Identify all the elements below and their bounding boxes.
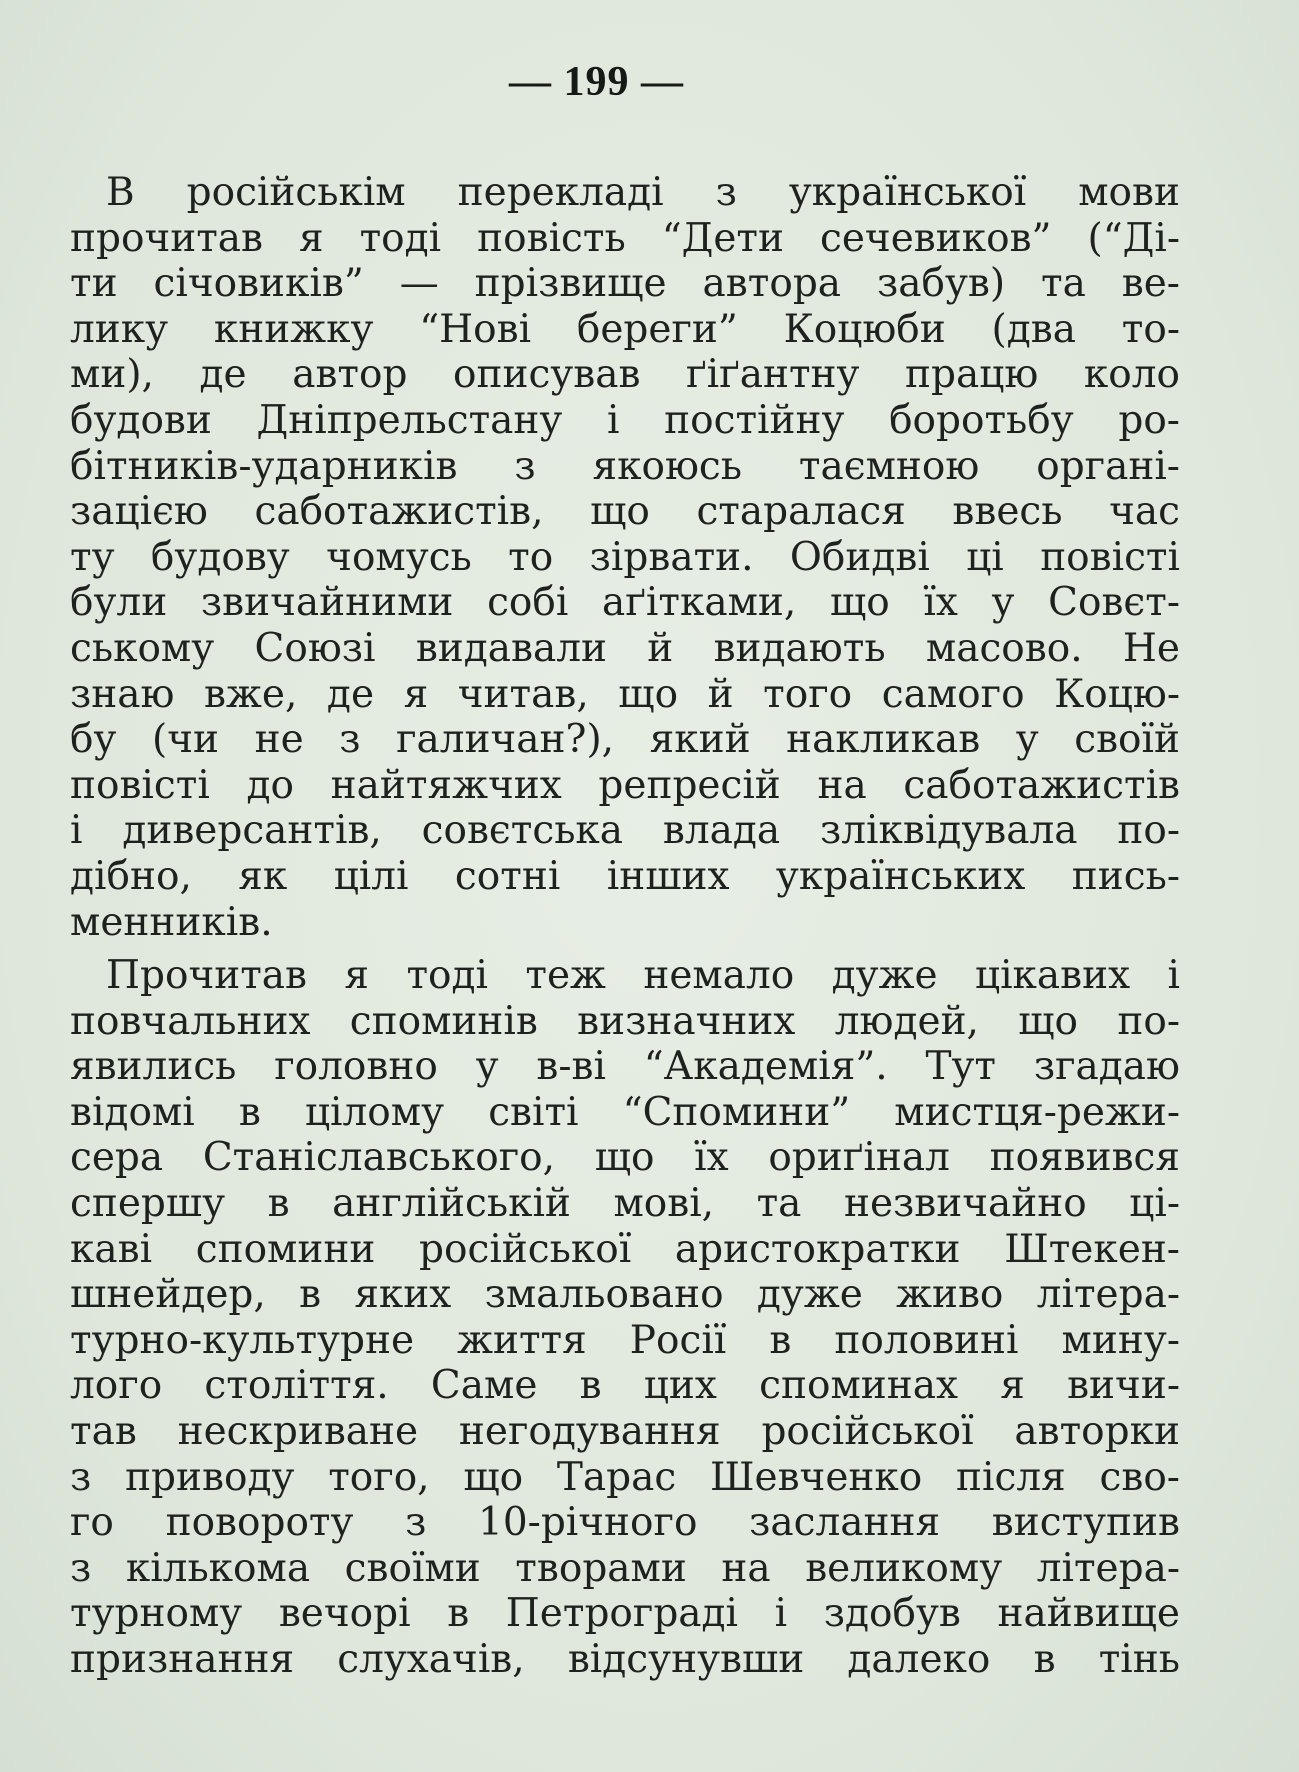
text-line: В російськім перекладі з української мови [106,170,1180,215]
paragraph-gap [70,945,1180,953]
body-text [70,170,1180,1683]
text-line: лого століття. Саме в цих споминах я вичи- [70,1363,1180,1409]
text-line: були звичайними собі аґітками, що їх у Совєт- [70,580,1180,626]
page-number: — 199 — [509,59,684,105]
text-line: спершу в англійській мові, та незвичайно ці- [70,1181,1180,1227]
text-line: ми), де автор описував ґіґантну працю коло [70,352,1180,398]
text-line: ському Союзі видавали й видають масово. Не [70,625,1180,671]
text-line: тав нескриване негодування російської авторки [70,1409,1180,1455]
text-line: відомі в цілому світі “Спомини” мистця-режи- [70,1089,1180,1135]
text-line: бу (чи не з галичан?), який накликав у своїй [70,717,1180,763]
text-line: каві спомини російської аристократки Штекен- [70,1226,1180,1272]
paragraph-1 [70,170,1180,945]
text-line: признання слухачів, відсунувши далеко в тінь [70,1637,1180,1682]
text-line: повчальних споминів визначних людей, що по- [70,998,1180,1044]
text-line: будови Дніпрельстану і постійну боротьбу ро- [70,397,1180,443]
text-line: го повороту з 10-річного заслання виступив [70,1500,1180,1546]
text-line: дібно, як цілі сотні інших українських пись- [70,853,1180,899]
text-line: шнейдер, в яких змальовано дуже живо літера- [70,1272,1180,1318]
text-line: ту будову чомусь то зірвати. Обидві ці повісті [70,534,1180,580]
text-line: і диверсантів, совєтська влада зліквідувала по- [70,808,1180,854]
text-line: зацією саботажистів, що старалася ввесь час [70,489,1180,535]
text-line: Прочитав я тоді теж немало дуже цікавих і [106,953,1180,999]
text-line: з приводу того, що Тарас Шевченко після сво- [70,1454,1180,1500]
text-line: знаю вже, де я читав, що й того самого Коцю- [70,671,1180,717]
text-line: лику книжку “Нові береги” Коцюби (два то- [70,306,1180,352]
text-line: явились головно у в-ві “Академія”. Тут згадаю [70,1044,1180,1090]
text-line: сера Станіславського, що їх ориґінал появився [70,1135,1180,1181]
text-line: менників. [70,899,273,945]
text-line: ти січовиків” — прізвище автора забув) та ве- [70,261,1180,307]
text-line: з кількома своїми творами на великому літера- [70,1545,1180,1591]
text-line: турному вечорі в Петрограді і здобув найвище [70,1591,1180,1637]
text-line: повісті до найтяжчих репресій на саботажистів [70,762,1180,808]
text-line: прочитав я тоді повість “Дети сечевиков” (“Ді- [70,215,1180,261]
text-line: турно-культурне життя Росії в половині мину- [70,1317,1180,1363]
text-line: бітників-ударників з якоюсь таємною органі- [70,443,1180,489]
paragraph-2 [70,953,1180,1683]
